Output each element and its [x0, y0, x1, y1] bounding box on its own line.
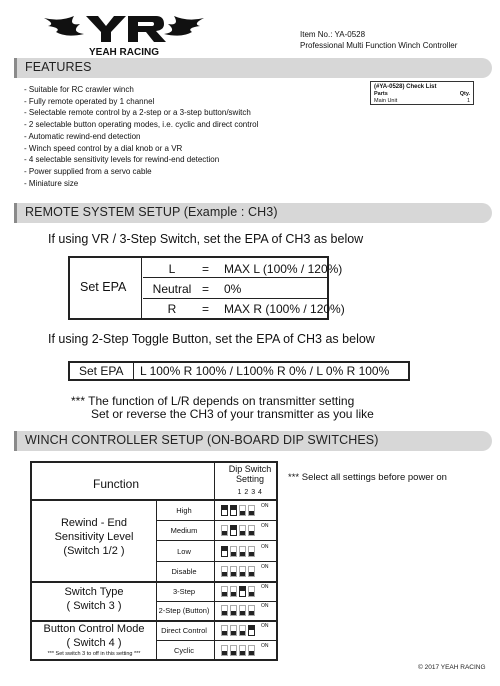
epa-table-toggle	[68, 361, 410, 381]
dip-switch-1-on	[221, 505, 228, 516]
feature-item: - Fully remote operated by 1 channel	[24, 96, 155, 106]
dip-switch-3-off	[239, 505, 246, 516]
dip-switch-diagram	[221, 566, 261, 577]
dip-switch-3-off	[239, 605, 246, 616]
setting-label: Disable	[171, 567, 197, 576]
dip-switch-diagram	[221, 625, 261, 636]
check-list-qty: 1	[466, 97, 470, 104]
epa-label: Set EPA	[80, 280, 127, 294]
dip-switch-knob	[231, 592, 236, 596]
check-list-col-qty: Qty.	[459, 90, 470, 97]
dip-switch-1-off	[221, 625, 228, 636]
dip-switch-2-off	[230, 586, 237, 597]
check-list-row	[374, 98, 470, 105]
dip-switch-knob	[249, 572, 254, 576]
grid-line	[156, 561, 276, 562]
toggle-value: L 100% R 100% / L100% R 0% / L 0% R 100%	[140, 364, 390, 378]
group-label: (Switch 1/2 )	[63, 545, 125, 557]
setting-label: 3-Step	[172, 587, 196, 596]
transmitter-note-line2: Set or reverse the CH3 of your transmitter as you like	[91, 407, 374, 421]
features-list	[24, 84, 258, 189]
dip-switch-3-off	[239, 566, 246, 577]
group-label: ( Switch 3 )	[66, 600, 122, 612]
remote-section-bar	[14, 203, 492, 223]
dip-switch-3-off	[239, 525, 246, 536]
dip-switch-knob	[231, 506, 236, 510]
grid-line	[156, 500, 157, 659]
yeah-racing-logo	[40, 12, 208, 58]
epa-value: MAX R (100% / 120%)	[224, 302, 345, 316]
epa-eq: =	[202, 282, 210, 296]
epa-key: Neutral	[152, 282, 192, 296]
dip-switch-knob	[231, 651, 236, 655]
dip-switch-knob	[222, 631, 227, 635]
epa-eq: =	[202, 302, 210, 316]
dip-on-label: ON	[261, 623, 269, 629]
dip-switch-knob	[249, 531, 254, 535]
epa-divider	[143, 298, 329, 299]
dip-switch-1-off	[221, 586, 228, 597]
dip-switch-header	[218, 465, 282, 484]
setting-label: 2-Step (Button)	[158, 606, 210, 615]
group-sensitivity	[32, 516, 156, 558]
remote-heading: REMOTE SYSTEM SETUP (Example : CH3)	[25, 205, 278, 219]
feature-item: - Selectable remote control by a 2-step or a 3-step button/switch	[24, 108, 251, 118]
feature-item: - Automatic rewind-end detection	[24, 131, 141, 141]
group-note: *** Set switch 3 to off in this setting ***	[47, 651, 141, 657]
epa-value: MAX L (100% / 120%)	[224, 262, 343, 276]
dip-switch-knob	[240, 611, 245, 615]
dip-switch-1-off	[221, 645, 228, 656]
dip-switch-knob	[240, 631, 245, 635]
setting-label: Medium	[170, 526, 198, 535]
check-list-title: (#YA-0528) Check List	[374, 84, 437, 90]
group-label: ( Switch 4 )	[66, 637, 122, 649]
dip-switch-3-off	[239, 546, 246, 557]
dip-switch-4-off	[248, 605, 255, 616]
dip-switch-4-off	[248, 525, 255, 536]
epa-divider	[143, 277, 329, 278]
check-list-col-parts: Parts	[374, 90, 388, 97]
dip-switch-knob	[222, 572, 227, 576]
dip-on-label: ON	[261, 523, 269, 529]
dip-switch-knob	[222, 506, 227, 510]
epa-label-cell	[70, 258, 142, 318]
group-button-control	[32, 622, 156, 650]
dip-switch-4-off	[248, 546, 255, 557]
dip-switch-2-on	[230, 505, 237, 516]
dip-switch-table	[30, 461, 278, 661]
feature-item: - 4 selectable sensitivity levels for rewind-end detection	[24, 155, 220, 165]
dip-switch-knob	[222, 651, 227, 655]
dip-on-label: ON	[261, 603, 269, 609]
feature-item: - Suitable for RC crawler winch	[24, 85, 134, 94]
dip-switch-diagram	[221, 546, 261, 557]
dip-switch-4-off	[248, 505, 255, 516]
dip-switch-2-off	[230, 645, 237, 656]
dip-switch-knob	[231, 572, 236, 576]
dip-switch-diagram	[221, 605, 261, 616]
toggle-headline: If using 2-Step Toggle Button, set the EPA of CH3 as below	[48, 332, 375, 346]
function-header: Function	[92, 477, 140, 491]
winch-heading: WINCH CONTROLLER SETUP (ON-BOARD DIP SWITCHES)	[25, 433, 379, 447]
setting-label: Direct Control	[161, 626, 207, 635]
dip-switch-knob	[249, 611, 254, 615]
dip-switch-knob	[249, 626, 254, 630]
svg-text:YEAH RACING: YEAH RACING	[88, 47, 160, 58]
dip-switch-knob	[240, 531, 245, 535]
grid-line	[156, 640, 276, 641]
dip-switch-knob	[222, 531, 227, 535]
dip-switch-3-off	[239, 625, 246, 636]
dip-switch-4-on	[248, 625, 255, 636]
dip-on-label: ON	[261, 564, 269, 570]
dip-switch-knob	[249, 651, 254, 655]
dip-switch-3-on	[239, 586, 246, 597]
item-number: Item No.: YA-0528	[300, 30, 366, 39]
dip-switch-2-on	[230, 525, 237, 536]
features-heading: FEATURES	[25, 60, 92, 74]
dip-switch-knob	[240, 572, 245, 576]
dip-switch-knob	[231, 526, 236, 530]
dip-switch-diagram	[221, 586, 261, 597]
dip-header-line1: Dip Switch	[228, 464, 272, 474]
grid-line	[32, 581, 276, 583]
feature-item: - Winch speed control by a dial knob or a VR	[24, 143, 183, 153]
toggle-label: Set EPA	[79, 364, 124, 378]
dip-switch-knob	[231, 631, 236, 635]
dip-header-line2: Setting	[235, 473, 265, 484]
dip-switch-2-off	[230, 566, 237, 577]
grid-line	[156, 520, 276, 521]
dip-switch-2-off	[230, 546, 237, 557]
dip-switch-knob	[249, 511, 254, 515]
feature-item: - Power supplied from a servo cable	[24, 166, 152, 176]
dip-switch-knob	[222, 592, 227, 596]
power-on-note: *** Select all settings before power on	[288, 472, 447, 483]
feature-item: - Miniature size	[24, 178, 79, 188]
setting-label: Low	[177, 547, 191, 556]
dip-switch-4-off	[248, 566, 255, 577]
dip-switch-diagram	[221, 645, 261, 656]
setting-label: Cyclic	[174, 646, 194, 655]
dip-on-label: ON	[261, 544, 269, 550]
dip-switch-diagram	[221, 525, 261, 536]
dip-switch-knob	[249, 592, 254, 596]
dip-switch-knob	[249, 552, 254, 556]
setting-label: High	[176, 506, 192, 515]
transmitter-note-line1: *** The function of L/R depends on transmitter setting	[71, 394, 355, 408]
dip-switch-4-off	[248, 586, 255, 597]
dip-switch-1-off	[221, 566, 228, 577]
group-label: Switch Type	[64, 586, 124, 598]
check-list-box	[370, 81, 474, 105]
group-label: Sensitivity Level	[54, 531, 134, 543]
dip-on-label: ON	[261, 584, 269, 590]
dip-switch-4-off	[248, 645, 255, 656]
copyright: © 2017 YEAH RACING	[418, 664, 486, 671]
dip-switch-knob	[222, 547, 227, 551]
toggle-label-cell	[70, 363, 134, 379]
dip-switch-numbers: 1 2 3 4	[237, 489, 263, 496]
group-label: Button Control Mode	[43, 623, 145, 635]
dip-switch-knob	[240, 651, 245, 655]
dip-on-label: ON	[261, 643, 269, 649]
vr-headline: If using VR / 3-Step Switch, set the EPA of CH3 as below	[48, 232, 364, 246]
dip-switch-3-off	[239, 645, 246, 656]
dip-on-label: ON	[261, 503, 269, 509]
epa-table-3step	[68, 256, 345, 320]
dip-switch-1-off	[221, 605, 228, 616]
group-switch-type	[32, 585, 156, 613]
dip-switch-knob	[240, 587, 245, 591]
grid-line	[156, 540, 276, 541]
dip-switch-knob	[231, 611, 236, 615]
features-section-bar	[14, 58, 492, 78]
dip-switch-knob	[231, 552, 236, 556]
dip-switch-diagram	[221, 505, 261, 516]
check-list-part: Main Unit	[374, 97, 398, 104]
dip-switch-knob	[240, 511, 245, 515]
grid-line	[32, 499, 276, 501]
epa-eq: =	[202, 262, 210, 276]
grid-line	[156, 601, 276, 602]
feature-item: - 2 selectable button operating modes, i.e. cyclic and direct control	[24, 120, 259, 130]
product-title: Professional Multi Function Winch Controller	[300, 41, 458, 50]
epa-key: L	[168, 262, 176, 276]
dip-switch-1-off	[221, 525, 228, 536]
group-label: Rewind - End	[60, 517, 128, 529]
dip-switch-knob	[240, 552, 245, 556]
dip-switch-knob	[222, 611, 227, 615]
check-list-header	[374, 91, 470, 98]
winch-section-bar	[14, 431, 492, 451]
dip-switch-1-on	[221, 546, 228, 557]
dip-switch-2-off	[230, 605, 237, 616]
dip-switch-2-off	[230, 625, 237, 636]
epa-value: 0%	[224, 282, 242, 296]
epa-key: R	[167, 302, 177, 316]
